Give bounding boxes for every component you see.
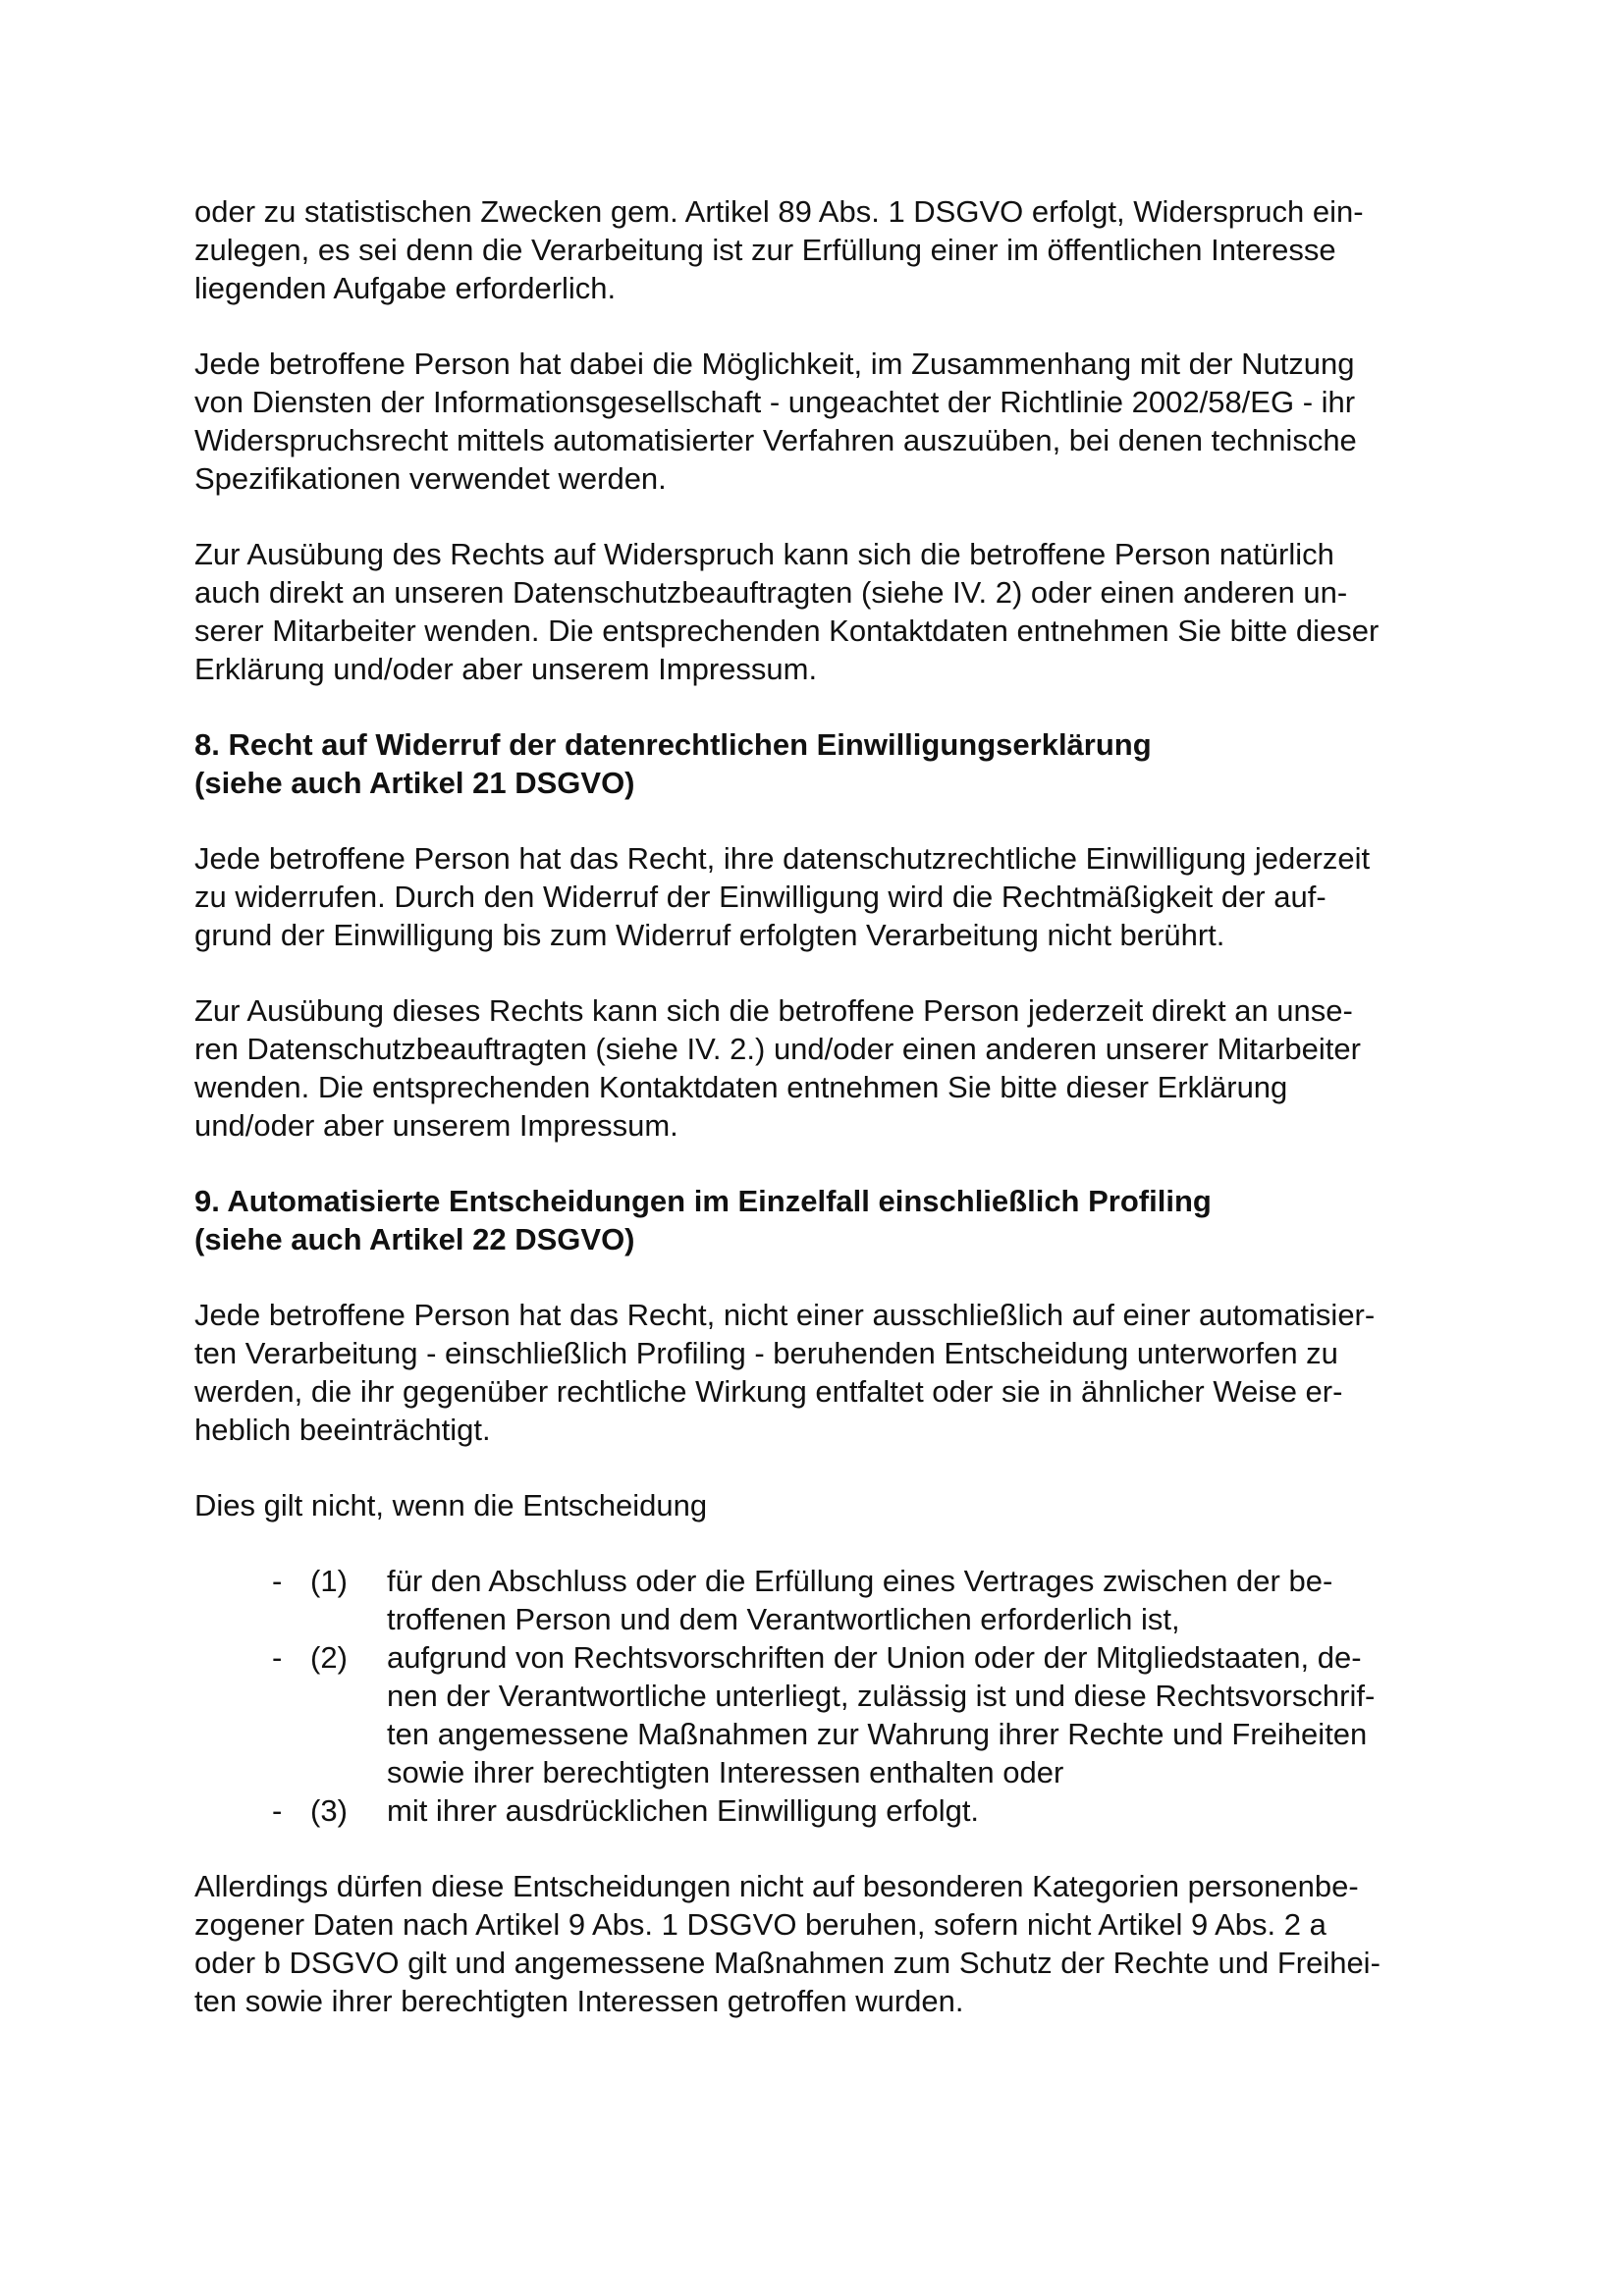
paragraph [194, 1486, 1481, 1524]
paragraph-line: Spezifikationen verwendet werden. [194, 461, 667, 496]
paragraph-line: zogener Daten nach Artikel 9 Abs. 1 DSGVO beruhen, sofern nicht Artikel 9 Abs. 2 a [194, 1907, 1326, 1942]
section-heading [194, 725, 1481, 802]
paragraph-line: oder b DSGVO gilt und angemessene Maßnahmen zum Schutz der Rechte und Freihei- [194, 1946, 1380, 1980]
paragraph [194, 991, 1481, 1145]
list-item-line: aufgrund von Rechtsvorschriften der Union oder der Mitgliedstaaten, de- [387, 1640, 1362, 1675]
paragraph-line: heblich beeinträchtigt. [194, 1413, 491, 1447]
paragraph-line: Dies gilt nicht, wenn die Entscheidung [194, 1488, 708, 1522]
paragraph-line: grund der Einwilligung bis zum Widerruf erfolgten Verarbeitung nicht berührt. [194, 918, 1225, 952]
list-item-line: mit ihrer ausdrücklichen Einwilligung erfolgt. [387, 1793, 980, 1828]
paragraph-line: wenden. Die entsprechenden Kontaktdaten entnehmen Sie bitte dieser Erklärung [194, 1070, 1288, 1104]
heading-line: (siehe auch Artikel 22 DSGVO) [194, 1222, 635, 1256]
paragraph-line: ten Verarbeitung - einschließlich Profiling - beruhenden Entscheidung unterworfen zu [194, 1336, 1338, 1370]
paragraph-line: von Diensten der Informationsgesellschaft - ungeachtet der Richtlinie 2002/58/EG - ihr [194, 385, 1356, 419]
paragraph [194, 192, 1481, 307]
paragraph-line: oder zu statistischen Zwecken gem. Artikel 89 Abs. 1 DSGVO erfolgt, Widerspruch ein- [194, 194, 1364, 229]
list-dash: - [272, 1564, 283, 1598]
paragraph-line: Zur Ausübung des Rechts auf Widerspruch kann sich die betroffene Person natürlich [194, 537, 1334, 571]
paragraph-line: werden, die ihr gegenüber rechtliche Wirkung entfaltet oder sie in ähnlicher Weise er- [194, 1374, 1343, 1409]
list-number: (1) [310, 1564, 348, 1598]
paragraph-line: Allerdings dürfen diese Entscheidungen nicht auf besonderen Kategorien personenbe- [194, 1869, 1359, 1903]
paragraph-line: Jede betroffene Person hat das Recht, nicht einer ausschließlich auf einer automatisier- [194, 1298, 1376, 1332]
paragraph-line: ren Datenschutzbeauftragten (siehe IV. 2.) und/oder einen anderen unserer Mitarbeiter [194, 1032, 1361, 1066]
list-item [194, 1791, 1481, 1830]
heading-line: 8. Recht auf Widerruf der datenrechtlichen Einwilligungserklärung [194, 727, 1152, 762]
heading-line: 9. Automatisierte Entscheidungen im Einzelfall einschließlich Profiling [194, 1184, 1212, 1218]
paragraph-line: Erklärung und/oder aber unserem Impressum. [194, 652, 818, 686]
heading-line: (siehe auch Artikel 21 DSGVO) [194, 766, 635, 800]
list-item-line: nen der Verantwortliche unterliegt, zulässig ist und diese Rechtsvorschrif- [387, 1679, 1376, 1713]
list-item-line: sowie ihrer berechtigten Interessen enthalten oder [387, 1755, 1064, 1789]
document-body [194, 192, 1481, 2057]
list-item [194, 1638, 1481, 1791]
list-item-line: für den Abschluss oder die Erfüllung eines Vertrages zwischen der be- [387, 1564, 1333, 1598]
paragraph-line: Jede betroffene Person hat das Recht, ihre datenschutzrechtliche Einwilligung jederzeit [194, 841, 1371, 876]
paragraph [194, 1867, 1481, 2020]
list-number: (3) [310, 1793, 348, 1828]
paragraph-line: auch direkt an unseren Datenschutzbeauftragten (siehe IV. 2) oder einen anderen un- [194, 575, 1348, 610]
paragraph-line: liegenden Aufgabe erforderlich. [194, 271, 617, 305]
enumerated-list [194, 1562, 1481, 1830]
paragraph [194, 345, 1481, 498]
paragraph [194, 535, 1481, 688]
list-dash: - [272, 1640, 283, 1675]
list-item-line: ten angemessene Maßnahmen zur Wahrung ihrer Rechte und Freiheiten [387, 1717, 1368, 1751]
paragraph [194, 1296, 1481, 1449]
list-item [194, 1562, 1481, 1638]
paragraph-line: und/oder aber unserem Impressum. [194, 1108, 678, 1143]
paragraph-line: Zur Ausübung dieses Rechts kann sich die betroffene Person jederzeit direkt an unse- [194, 993, 1353, 1028]
paragraph-line: zu widerrufen. Durch den Widerruf der Einwilligung wird die Rechtmäßigkeit der auf- [194, 880, 1326, 914]
paragraph-line: Jede betroffene Person hat dabei die Möglichkeit, im Zusammenhang mit der Nutzung [194, 347, 1355, 381]
list-number: (2) [310, 1640, 348, 1675]
paragraph [194, 839, 1481, 954]
paragraph-line: serer Mitarbeiter wenden. Die entsprechenden Kontaktdaten entnehmen Sie bitte dieser [194, 614, 1380, 648]
list-item-line: troffenen Person und dem Verantwortlichen erforderlich ist, [387, 1602, 1180, 1636]
list-dash: - [272, 1793, 283, 1828]
paragraph-line: Widerspruchsrecht mittels automatisierter Verfahren auszuüben, bei denen technische [194, 423, 1357, 457]
section-heading [194, 1182, 1481, 1258]
paragraph-line: ten sowie ihrer berechtigten Interessen getroffen wurden. [194, 1984, 964, 2018]
paragraph-line: zulegen, es sei denn die Verarbeitung ist zur Erfüllung einer im öffentlichen Interesse [194, 233, 1336, 267]
